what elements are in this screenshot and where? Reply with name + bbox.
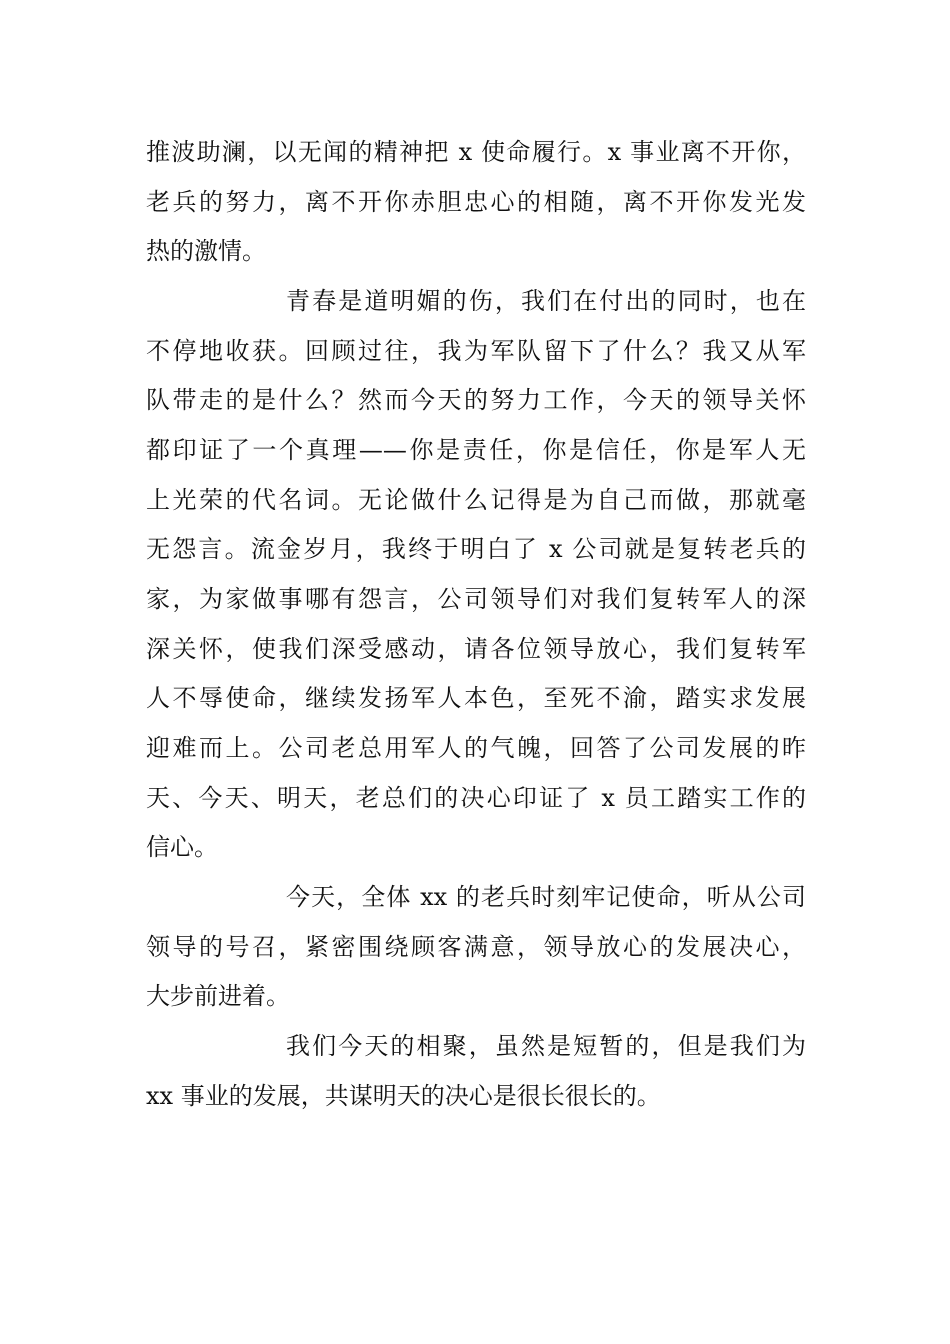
text-line: 青春是道明媚的伤，我们在付出的同时，也在	[286, 287, 806, 315]
text-line: 老兵的努力，离不开你赤胆忠心的相随，离不开你发光发	[146, 188, 806, 216]
text-line: 上光荣的代名词。无论做什么记得是为自己而做，那就毫	[146, 486, 806, 514]
text-line: 领导的号召，紧密围绕顾客满意，领导放心的发展决心，	[146, 933, 806, 961]
text-line: 人不辱使命，继续发扬军人本色，至死不渝，踏实求发展	[146, 684, 806, 712]
text-line: 无怨言。流金岁月，我终于明白了 x 公司就是复转老兵的	[146, 535, 806, 563]
text-line: 家，为家做事哪有怨言，公司领导们对我们复转军人的深	[146, 585, 806, 613]
text-line: 推波助澜，以无闻的精神把 x 使命履行。x 事业离不开你，	[146, 138, 806, 166]
text-line: 热的激情。	[146, 237, 266, 265]
text-line: 队带走的是什么？然而今天的努力工作，今天的领导关怀	[146, 386, 806, 414]
text-line: 都印证了一个真理——你是责任，你是信任，你是军人无	[146, 436, 806, 464]
text-line: 大步前进着。	[146, 982, 290, 1010]
text-line: 不停地收获。回顾过往，我为军队留下了什么？我又从军	[146, 337, 806, 365]
text-line: xx 事业的发展，共谋明天的决心是很长很长的。	[146, 1082, 661, 1110]
text-line: 今天，全体 xx 的老兵时刻牢记使命，听从公司	[286, 883, 806, 911]
text-line: 迎难而上。公司老总用军人的气魄，回答了公司发展的昨	[146, 734, 806, 762]
text-line: 我们今天的相聚，虽然是短暂的，但是我们为	[286, 1032, 806, 1060]
text-line: 信心。	[146, 833, 218, 861]
text-line: 天、今天、明天，老总们的决心印证了 x 员工踏实工作的	[146, 784, 806, 812]
text-line: 深关怀，使我们深受感动，请各位领导放心，我们复转军	[146, 635, 806, 663]
